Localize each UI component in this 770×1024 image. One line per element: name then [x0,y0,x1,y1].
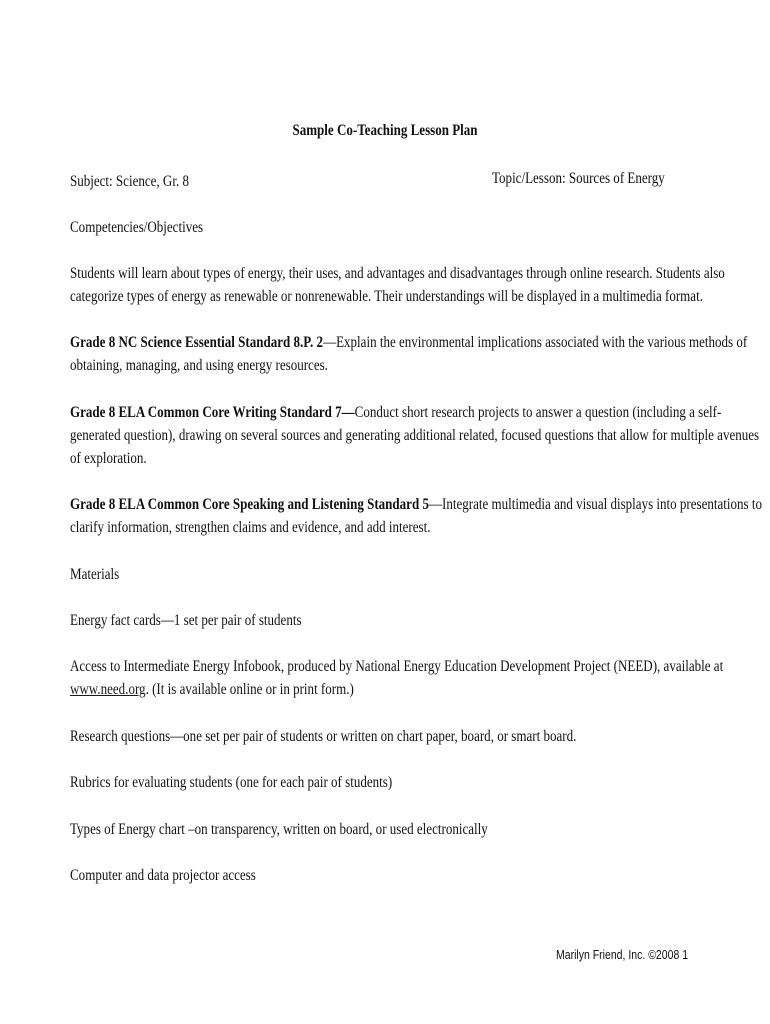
objectives-line: categorize types of energy as renewable or nonrenewable. Their understandings will be displayed in a multimedia format. [70,288,703,305]
standard-label: Grade 8 NC Science Essential Standard 8.P. 2 [70,334,324,351]
standard-text: —Explain the environmental implications associated with the various methods of [323,334,748,351]
material-item: Rubrics for evaluating students (one for each pair of students) [70,774,393,791]
topic-line: Topic/Lesson: Sources of Energy [492,170,665,187]
material-text: Access to Intermediate Energy Infobook, produced by National Energy Education Development Project (NEED), available at [70,658,724,675]
standard-text: Conduct short research projects to answer a question (including a self- [354,404,722,421]
material-text: . (It is available online or in print form.) [145,681,354,698]
subject-line: Subject: Science, Gr. 8 [70,173,189,190]
material-item: Research questions—one set per pair of students or written on chart paper, board, or smart board. [70,728,577,745]
material-item: Energy fact cards—1 set per pair of students [70,612,302,629]
page-footer: Marilyn Friend, Inc. ©2008 1 [556,948,689,962]
material-item: Types of Energy chart –on transparency, written on board, or used electronically [70,821,488,838]
standard-text: of exploration. [70,450,147,467]
standard-text: clarify information, strengthen claims and evidence, and add interest. [70,519,431,536]
standard-text: generated question), drawing on several sources and generating additional related, focused questions that allow for multiple avenues [70,427,760,444]
standard-text: obtaining, managing, and using energy resources. [70,357,328,374]
material-item: Computer and data projector access [70,867,256,884]
standard-text: —Integrate multimedia and visual displays into presentations to [428,496,763,513]
page-title: Sample Co-Teaching Lesson Plan [292,122,478,139]
standard-label: Grade 8 ELA Common Core Speaking and Listening Standard 5 [70,496,429,513]
competencies-heading: Competencies/Objectives [70,219,204,236]
standard-label: Grade 8 ELA Common Core Writing Standard 7— [70,404,355,421]
need-website-link[interactable]: www.need.org [70,681,146,698]
materials-heading: Materials [70,566,120,583]
objectives-line: Students will learn about types of energy, their uses, and advantages and disadvantages through online research. Students also [70,265,725,282]
